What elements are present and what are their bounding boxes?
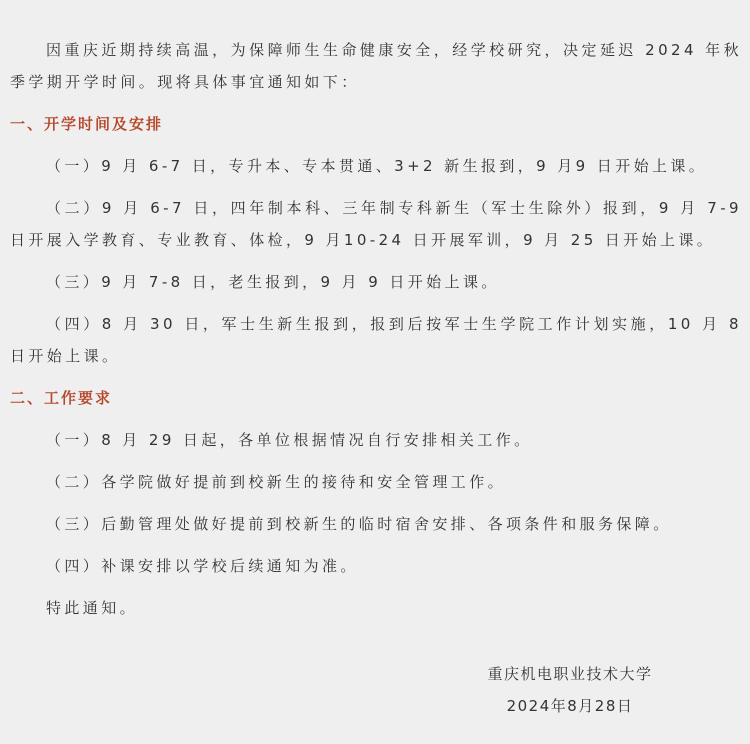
schedule-item: （三）9 月 7-8 日，老生报到，9 月 9 日开始上课。 <box>46 273 500 291</box>
requirement-item: （四）补课安排以学校后续通知为准。 <box>46 557 359 575</box>
closing-line: 特此通知。 <box>46 599 139 617</box>
schedule-item: （二）9 月 6-7 日，四年制本科、三年制专科新生（军士生除外）报到，9 月 7-9 日开展入学教育、专业教育、体检，9 月10-24 日开展军训，9 月 25 日开始上课。 <box>10 199 742 249</box>
requirement-item: （一）8 月 29 日起，各单位根据情况自行安排相关工作。 <box>46 431 533 449</box>
signature-block <box>470 658 670 722</box>
schedule-item: （四）8 月 30 日，军士生新生报到，报到后按军士生学院工作计划实施，10 月 8 日开始上课。 <box>10 315 742 365</box>
intro-paragraph: 因重庆近期持续高温，为保障师生生命健康安全，经学校研究，决定延迟 2024 年秋季学期开学时间。现将具体事宜通知如下： <box>10 41 742 91</box>
notice-document <box>10 34 742 634</box>
section-heading-schedule: 一、开学时间及安排 <box>10 115 164 133</box>
section-heading-requirements: 二、工作要求 <box>10 389 113 407</box>
signature-org: 重庆机电职业技术大学 <box>487 665 653 683</box>
signature-date: 2024年8月28日 <box>506 697 634 715</box>
schedule-item: （一）9 月 6-7 日，专升本、专本贯通、3+2 新生报到，9 月9 日开始上课。 <box>46 157 708 175</box>
requirement-item: （二）各学院做好提前到校新生的接待和安全管理工作。 <box>46 473 507 491</box>
requirement-item: （三）后勤管理处做好提前到校新生的临时宿舍安排、各项条件和服务保障。 <box>46 515 672 533</box>
